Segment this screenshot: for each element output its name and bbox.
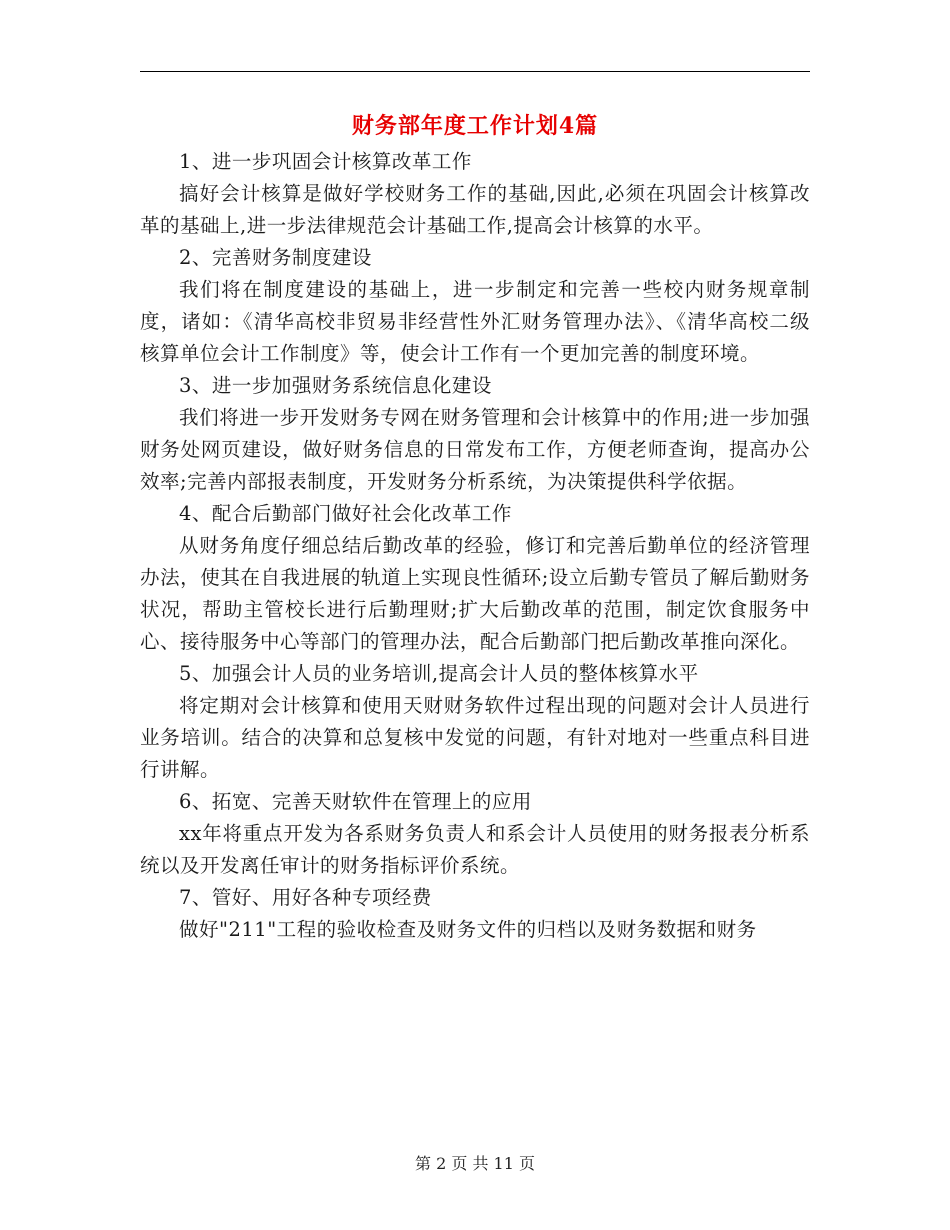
paragraph-7: 做好"211"工程的验收检查及财务文件的归档以及财务数据和财务 — [179, 918, 757, 941]
heading-6: 6、拓宽、完善天财软件在管理上的应用 — [179, 790, 532, 813]
page-number: 第 2 页 共 11 页 — [415, 1154, 535, 1173]
heading-2: 2、完善财务制度建设 — [179, 246, 372, 269]
paragraph-3: 我们将进一步开发财务专网在财务管理和会计核算中的作用;进一步加强财务处网页建设，做好财务信息的日常发布工作，方便老师查询，提高办公效率;完善内部报表制度，开发财务分析系统，为决策提供科学依据。 — [140, 406, 810, 493]
paragraph-1: 搞好会计核算是做好学校财务工作的基础,因此,必须在巩固会计核算改革的基础上,进一步法律规范会计基础工作,提高会计核算的水平。 — [140, 182, 810, 237]
heading-7: 7、管好、用好各种专项经费 — [179, 886, 432, 909]
paragraph-6: xx年将重点开发为各系财务负责人和系会计人员使用的财务报表分析系统以及开发离任审计的财务指标评价系统。 — [140, 822, 810, 877]
paragraph-4: 从财务角度仔细总结后勤改革的经验，修订和完善后勤单位的经济管理办法，使其在自我进展的轨道上实现良性循环;设立后勤专管员了解后勤财务状况，帮助主管校长进行后勤理财;扩大后勤改革的范围，制定饮食服务中心、接待服务中心等部门的管理办法，配合后勤部门把后勤改革推向深化。 — [140, 534, 810, 653]
heading-4: 4、配合后勤部门做好社会化改革工作 — [179, 502, 512, 525]
document-title: 财务部年度工作计划4篇 — [351, 113, 599, 139]
document-body — [140, 146, 810, 946]
heading-1: 1、进一步巩固会计核算改革工作 — [179, 150, 472, 173]
paragraph-5: 将定期对会计核算和使用天财财务软件过程出现的问题对会计人员进行业务培训。结合的决算和总复核中发觉的问题，有针对地对一些重点科目进行讲解。 — [140, 694, 810, 781]
header-rule — [140, 71, 810, 72]
heading-3: 3、进一步加强财务系统信息化建设 — [179, 374, 492, 397]
paragraph-2: 我们将在制度建设的基础上，进一步制定和完善一些校内财务规章制度，诸如：《清华高校非贸易非经营性外汇财务管理办法》、《清华高校二级核算单位会计工作制度》等，使会计工作有一个更加完善的制度环境。 — [140, 278, 810, 365]
heading-5: 5、加强会计人员的业务培训,提高会计人员的整体核算水平 — [179, 662, 699, 685]
